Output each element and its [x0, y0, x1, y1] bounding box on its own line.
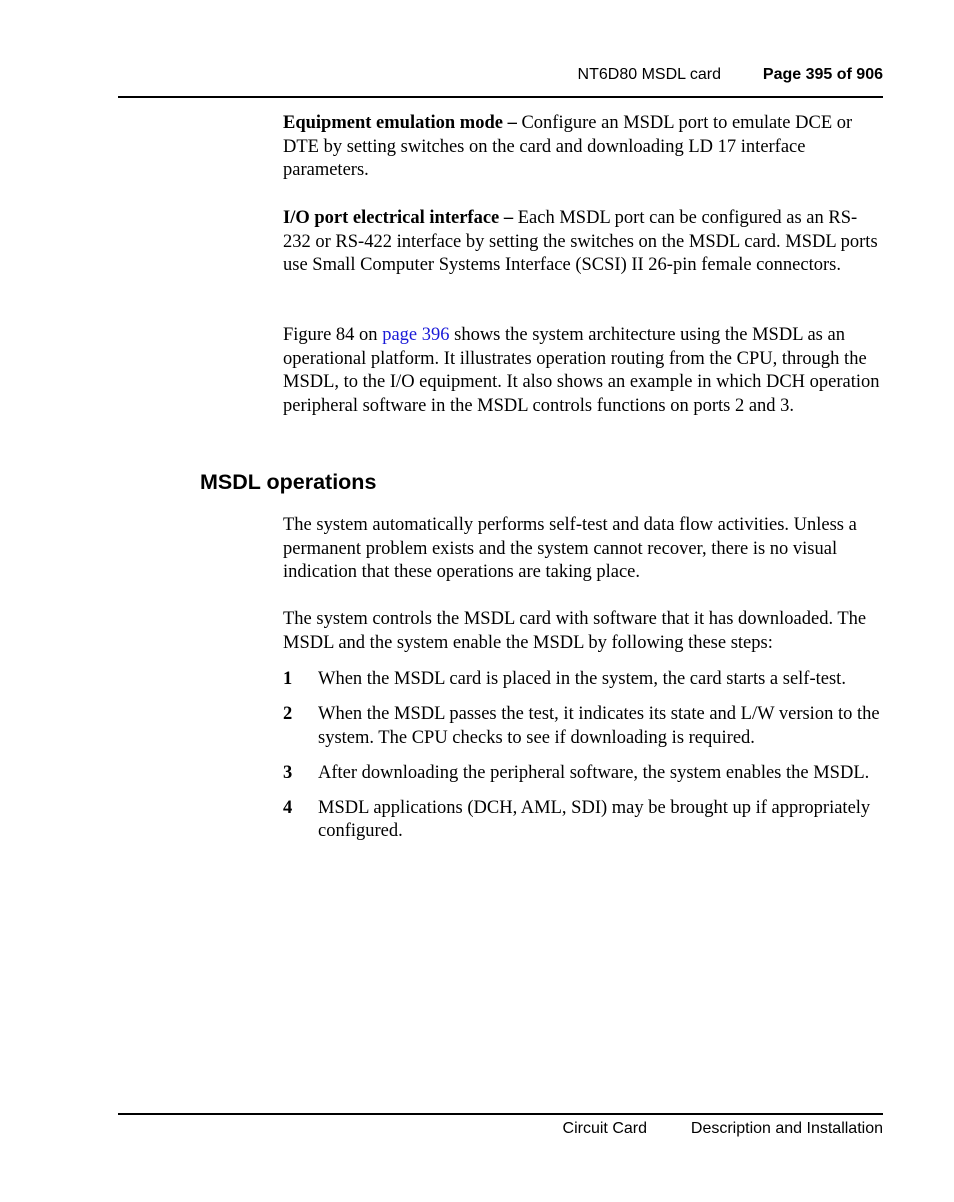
section-heading: MSDL operations: [200, 470, 377, 494]
step-text: When the MSDL card is placed in the system, the card starts a self-test.: [318, 669, 846, 689]
list-item: [283, 703, 883, 750]
footer-right: Description and Installation: [690, 1120, 883, 1137]
equipment-emulation-text: Configure an MSDL port to emulate DCE or DTE by setting switches on the card and downloading LD 17 interface parameters.: [283, 113, 853, 181]
page-396-link[interactable]: page 396: [382, 325, 450, 345]
steps-list: [283, 668, 883, 856]
operations-intro-paragraph: [283, 514, 883, 585]
step-text: After downloading the peripheral software, the system enables the MSDL.: [318, 762, 870, 783]
operations-intro-text: The system automatically performs self-test and data flow activities. Unless a permanent problem exists and the system cannot recover, there is no visual indication that these operations are taking place.: [283, 515, 857, 583]
document-title: NT6D80 MSDL card: [577, 66, 721, 83]
operations-control-text: The system controls the MSDL card with software that it has downloaded. The MSDL and the system enable the MSDL by following these steps:: [283, 609, 867, 653]
step-number: 4: [283, 797, 293, 818]
figure-reference-pre: Figure 84 on: [283, 325, 383, 345]
step-text: When the MSDL passes the test, it indicates its state and L/W version to the system. The CPU checks to see if downloading is required.: [318, 704, 880, 748]
step-number: 2: [283, 704, 293, 725]
io-port-term: I/O port electrical interface –: [283, 208, 514, 228]
step-text: MSDL applications (DCH, AML, SDI) may be brought up if appropriately configured.: [318, 797, 871, 842]
list-item: [283, 797, 883, 844]
list-item: [283, 668, 883, 692]
page-number: Page 395 of 906: [762, 66, 883, 83]
io-port-paragraph: [283, 207, 883, 278]
io-port-text: Each MSDL port can be configured as an RS-232 or RS-422 interface by setting the switches on the MSDL card. MSDL ports use Small Computer Systems Interface (SCSI) II 26-pin female connectors.: [283, 208, 878, 276]
step-number: 1: [283, 669, 293, 689]
page-header: [118, 66, 883, 98]
figure-reference-post: shows the system architecture using the MSDL as an operational platform. It illustrates operation routing from the CPU, through the MSDL, to the I/O equipment. It also shows an example in which DCH operation peripheral software in the MSDL controls functions on ports 2 and 3.: [283, 325, 880, 416]
equipment-emulation-term: Equipment emulation mode –: [283, 113, 517, 133]
list-item: [283, 762, 883, 786]
step-number: 3: [283, 762, 293, 783]
page-footer: [118, 1113, 883, 1137]
equipment-emulation-paragraph: [283, 112, 883, 183]
operations-control-paragraph: [283, 608, 883, 655]
figure-reference-paragraph: [283, 324, 883, 418]
footer-left: Circuit Card: [562, 1120, 647, 1137]
